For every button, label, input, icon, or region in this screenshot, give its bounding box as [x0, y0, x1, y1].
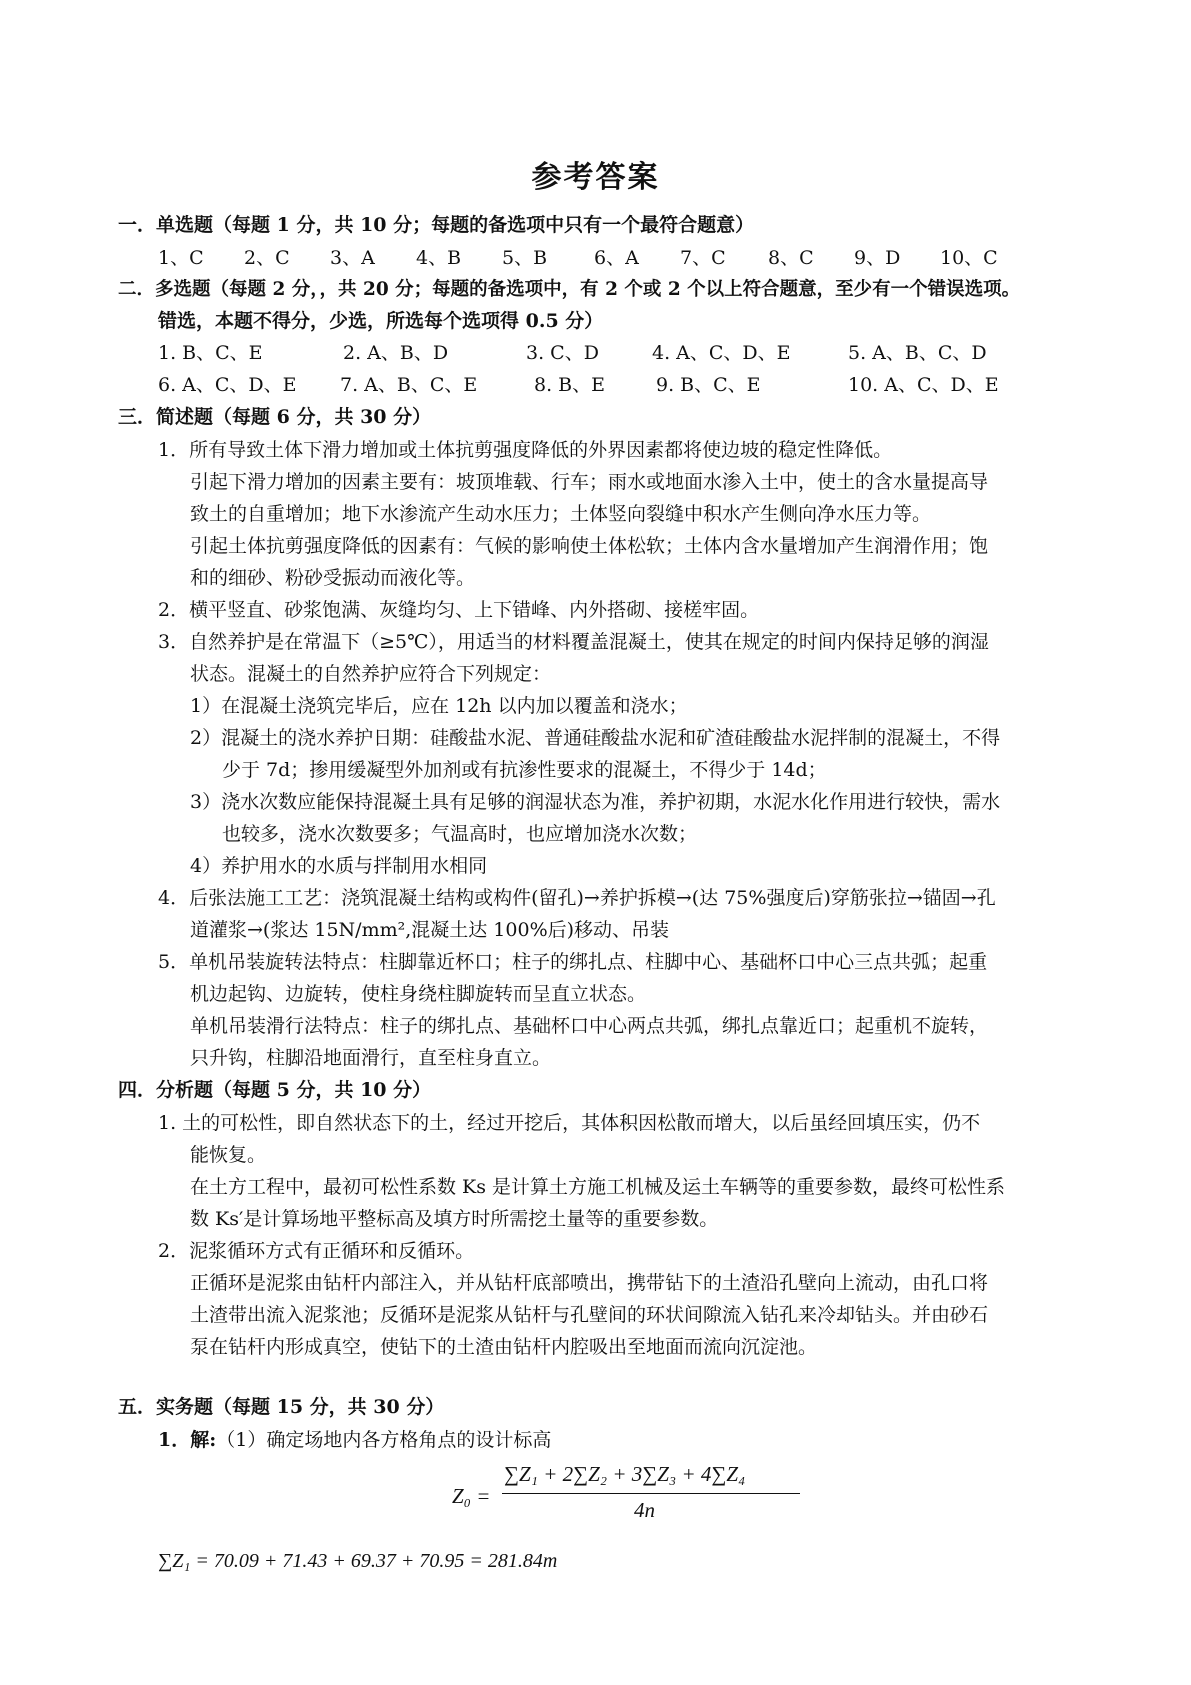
section-1-heading: 一．单选题（每题 1 分，共 10 分；每题的备选项中只有一个最符合题意）: [118, 214, 755, 236]
text-line: 单机吊装滑行法特点：柱子的绑扎点、基础杯口中心两点共弧，绑扎点靠近口；起重机不旋转，: [190, 1015, 989, 1037]
section-3-heading: 三．简述题（每题 6 分，共 30 分）: [118, 406, 432, 428]
answer-item: 9. B、C、E: [656, 374, 761, 396]
question-1-line: [158, 1425, 551, 1452]
answer-item: 6、A: [594, 247, 639, 269]
text-line: 1）在混凝土浇筑完毕后，应在 12h 以内加以覆盖和浇水；: [190, 695, 688, 717]
fraction-bar: [502, 1493, 800, 1494]
text-line: 2．泥浆循环方式有正循环和反循环。: [158, 1240, 475, 1262]
text-line: 正循环是泥浆由钻杆内部注入，并从钻杆底部喷出，携带钻下的土渣沿孔壁向上流动，由孔口将: [190, 1272, 989, 1294]
text-line: 状态。混凝土的自然养护应符合下列规定：: [190, 663, 552, 685]
page-title: 参考答案: [531, 160, 660, 195]
section-2-heading: 二．多选题（每题 2 分，，共 20 分；每题的备选项中，有 2 个或 2 个以上符合题意，至少有一个错误选项。: [118, 279, 1021, 300]
answer-item: 2、C: [244, 247, 290, 269]
text-line: 4．后张法施工工艺：浇筑混凝土结构或构件(留孔)→养护拆模→(达 75%强度后)穿筋张拉→锚固→孔: [158, 887, 996, 909]
question-1-text: （1）确定场地内各方格角点的设计标高: [216, 1429, 552, 1451]
text-line: 2）混凝土的浇水养护日期：硅酸盐水泥、普通硅酸盐水泥和矿渣硅酸盐水泥拌制的混凝土，不得: [190, 727, 1001, 749]
section-5-heading: 五．实务题（每题 15 分，共 30 分）: [118, 1396, 445, 1418]
answer-item: 5. A、B、C、D: [848, 342, 987, 364]
text-line: 4）养护用水的水质与拌制用水相同: [190, 855, 488, 877]
text-line: 引起土体抗剪强度降低的因素有：气候的影响使土体松软；土体内含水量增加产生润滑作用；饱: [190, 535, 989, 557]
section-2-answers-row-2: [158, 370, 1058, 396]
answer-item: 8、C: [768, 247, 814, 269]
formula-denominator: 4n: [634, 1498, 655, 1522]
text-line: 也较多，浇水次数要多；气温高时，也应增加浇水次数；: [222, 823, 698, 845]
text-line: 道灌浆→(浆达 15N/mm²,混凝土达 100%后)移动、吊装: [190, 919, 670, 941]
text-line: 1. 土的可松性，即自然状态下的土，经过开挖后，其体积因松散而增大，以后虽经回填压实，仍不: [158, 1112, 981, 1134]
text-line: 土渣带出流入泥浆池；反循环是泥浆从钻杆与孔壁间的环状间隙流入钻孔来冷却钻头。并由砂石: [190, 1304, 989, 1326]
answer-item: 1、C: [158, 247, 204, 269]
text-line: 2．横平竖直、砂浆饱满、灰缝均匀、上下错峰、内外搭砌、接槎牢固。: [158, 599, 760, 621]
section-4-heading: 四．分析题（每题 5 分，共 10 分）: [118, 1079, 432, 1101]
text-line: 5．单机吊装旋转法特点：柱脚靠近杯口；柱子的绑扎点、柱脚中心、基础杯口中心三点共弧；起重: [158, 951, 988, 973]
answer-item: 4、B: [416, 247, 462, 269]
text-line: 和的细砂、粉砂受振动而液化等。: [190, 567, 476, 589]
text-line: 能恢复。: [190, 1144, 267, 1166]
design-elevation-formula: [452, 1462, 812, 1542]
text-line: 致土的自重增加；地下水渗流产生动水压力；土体竖向裂缝中积水产生侧向净水压力等。: [190, 503, 932, 525]
text-line: 只升钩，柱脚沿地面滑行，直至柱身直立。: [190, 1047, 552, 1069]
answer-item: 10. A、C、D、E: [848, 374, 999, 396]
section-1-answers: [158, 243, 1058, 269]
answer-item: 5、B: [502, 247, 548, 269]
answer-item: 2. A、B、D: [343, 342, 449, 364]
text-line: 引起下滑力增加的因素主要有：坡顶堆载、行车；雨水或地面水渗入土中，使土的含水量提高导: [190, 471, 989, 493]
formula-lhs: Z₀ =: [452, 1484, 491, 1508]
answer-item: 3. C、D: [526, 342, 599, 364]
text-line: 数 Ks′是计算场地平整标高及填方时所需挖土量等的重要参数。: [190, 1208, 719, 1230]
answer-item: 4. A、C、D、E: [652, 342, 791, 364]
text-line: 3）浇水次数应能保持混凝土具有足够的润湿状态为准，养护初期，水泥水化作用进行较快，需水: [190, 791, 1001, 813]
text-line: 在土方工程中，最初可松性系数 Ks 是计算土方施工机械及运土车辆等的重要参数，最终可松性系: [190, 1176, 1006, 1198]
answer-item: 1. B、C、E: [158, 342, 263, 364]
sum-z1-line: ∑Z₁ = 70.09 + 71.43 + 69.37 + 70.95 = 281.84m: [158, 1550, 558, 1572]
answer-item: 8. B、E: [534, 374, 605, 396]
answer-item: 3、A: [330, 247, 375, 269]
section-2-heading-cont: 错选，本题不得分，少选，所选每个选项得 0.5 分）: [158, 310, 604, 332]
answer-item: 6. A、C、D、E: [158, 374, 297, 396]
text-line: 机边起钩、边旋转，使柱身绕柱脚旋转而呈直立状态。: [190, 983, 647, 1005]
answer-item: 7. A、B、C、E: [340, 374, 478, 396]
text-line: 泵在钻杆内形成真空，使钻下的土渣由钻杆内腔吸出至地面而流向沉淀池。: [190, 1336, 818, 1358]
answer-item: 10、C: [940, 247, 998, 269]
text-line: 1．所有导致土体下滑力增加或土体抗剪强度降低的外界因素都将使边坡的稳定性降低。: [158, 439, 893, 461]
text-line: 3．自然养护是在常温下（≥5℃），用适当的材料覆盖混凝土，使其在规定的时间内保持足够的润湿: [158, 631, 989, 653]
formula-numerator: ∑Z₁ + 2∑Z₂ + 3∑Z₃ + 4∑Z₄: [504, 1462, 746, 1486]
section-2-answers-row-1: [158, 338, 1058, 364]
answer-item: 7、C: [680, 247, 726, 269]
text-line: 少于 7d；掺用缓凝型外加剂或有抗渗性要求的混凝土，不得少于 14d；: [222, 759, 827, 781]
answer-item: 9、D: [854, 247, 901, 269]
question-1-label: 1．解:: [158, 1429, 217, 1451]
